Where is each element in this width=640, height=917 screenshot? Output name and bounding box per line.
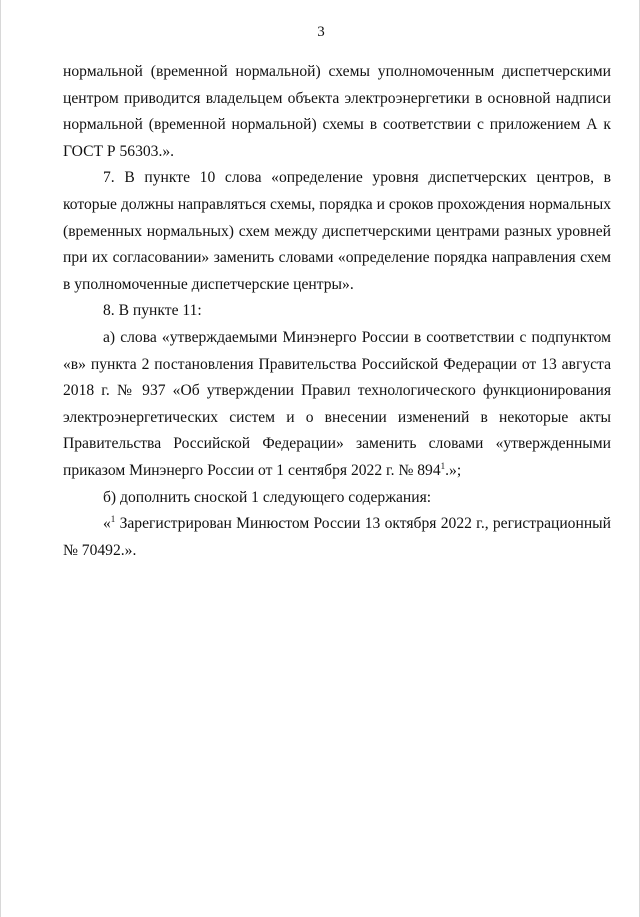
footnote-text xyxy=(63,511,611,564)
footnote-number: 1 xyxy=(110,513,116,524)
paragraph-subitem-b: б) дополнить сноской 1 следующего содержания: xyxy=(103,488,432,506)
paragraph-item-7: 7. В пункте 10 слова «определение уровня диспетчерских центров, в которые должны направляться схемы, порядка и сроков прохождения нормальных (временных нормальных) схем между диспетчерскими центрами разных уровней при их согласовании» заменить словами «определение порядка направления схем в уполномоченные диспетчерские центры». xyxy=(63,169,611,293)
paragraph-subitem-a xyxy=(63,325,611,485)
paragraph-continuation: нормальной (временной нормальной) схемы уполномоченным диспетчерскими центром приводится владельцем объекта электроэнергетики в основной надписи нормальной (временной нормальной) схемы в соответствии с приложением А к ГОСТ Р 56303.». xyxy=(63,63,611,160)
footnote-open-quote: « xyxy=(103,515,111,533)
document-body xyxy=(63,59,611,564)
page-number: 3 xyxy=(317,24,325,40)
footnote-body: Зарегистрирован Минюстом России 13 октября 2022 г., регистрационный № 70492.». xyxy=(63,515,611,559)
subitem-a-tail: .»; xyxy=(445,461,462,479)
subitem-a-text: а) слова «утверждаемыми Минэнерго России в соответствии с подпунктом «в» пункта 2 постановления Правительства Российской Федерации от 13 августа 2018 г. № 937 «Об утверждении Правил технологического функционирования электроэнергетических систем и о внесении изменений в некоторые акты Правительства Российской Федерации» заменить словами «утвержденными приказом Минэнерго России от 1 сентября 2022 г. № 894 xyxy=(63,328,611,479)
paragraph-item-8: 8. В пункте 11: xyxy=(103,302,202,320)
footnote-marker: 1 xyxy=(440,460,446,471)
